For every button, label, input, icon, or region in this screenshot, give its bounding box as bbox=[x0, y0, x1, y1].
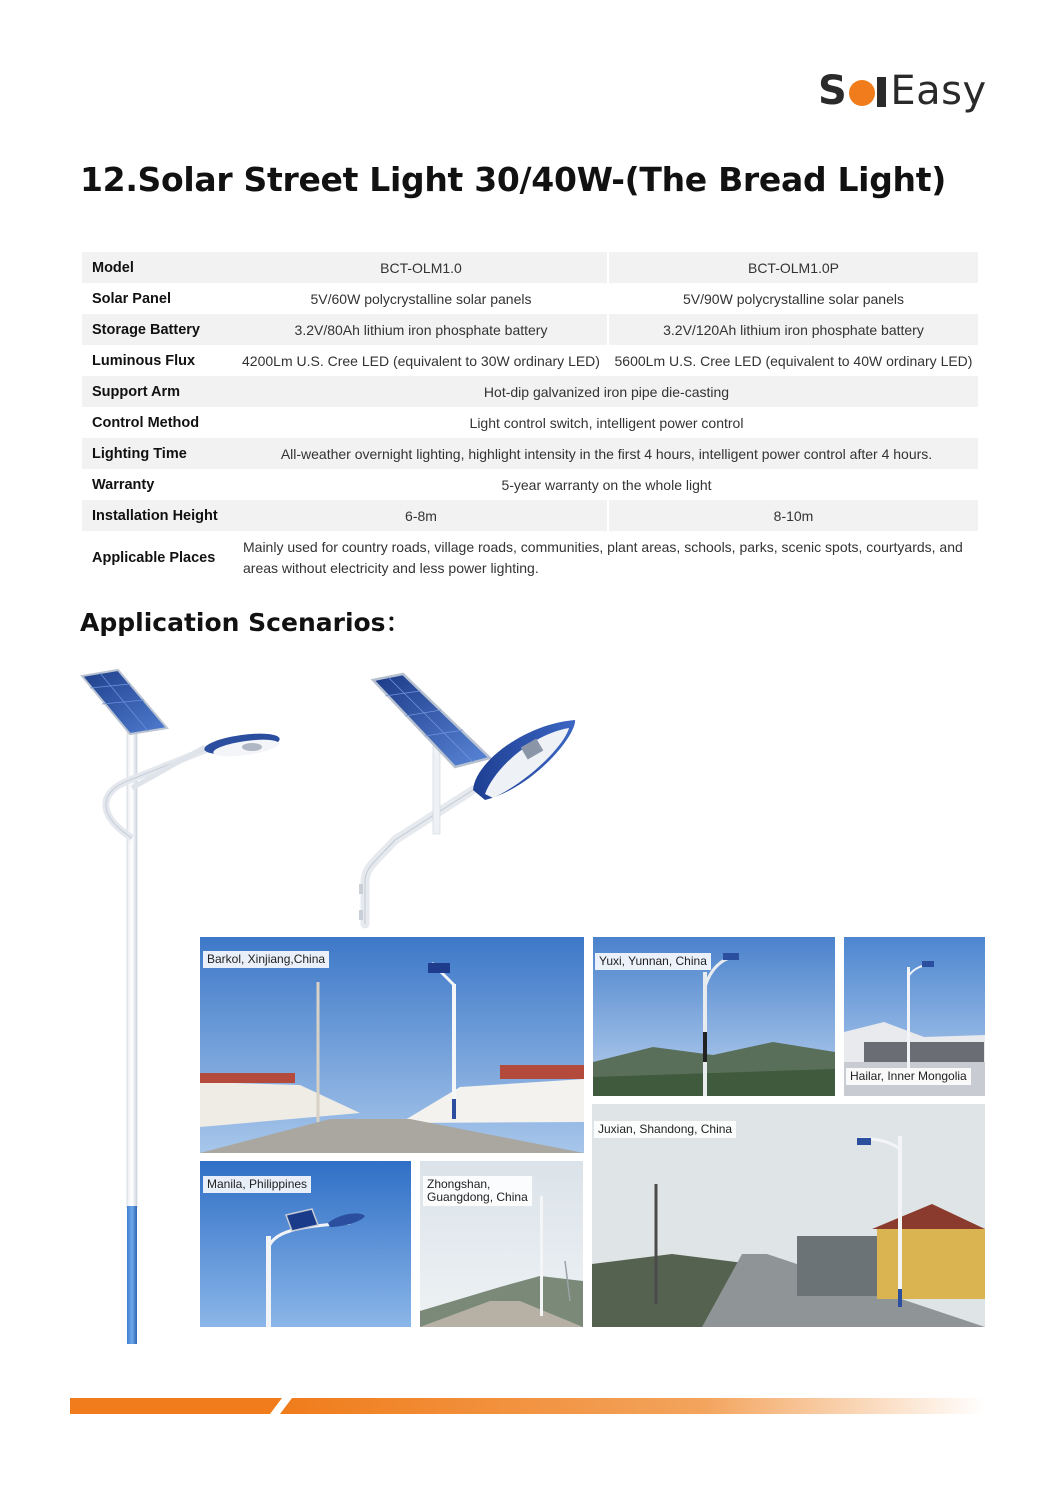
photo-manila bbox=[200, 1161, 411, 1327]
spec-value: BCT-OLM1.0 bbox=[235, 252, 607, 283]
spec-label: Support Arm bbox=[82, 376, 235, 407]
spec-value: 8-10m bbox=[609, 500, 978, 531]
spec-row-model bbox=[82, 252, 978, 283]
spec-value: Light control switch, intelligent power control bbox=[469, 414, 744, 431]
spec-value: 4200Lm U.S. Cree LED (equivalent to 30W ordinary LED) bbox=[242, 352, 600, 369]
spec-row-flux bbox=[82, 345, 978, 376]
spec-value: 3.2V/120Ah lithium iron phosphate battery bbox=[609, 314, 978, 345]
photo-juxian bbox=[592, 1104, 985, 1327]
spec-value: 6-8m bbox=[235, 500, 607, 531]
spec-label: Warranty bbox=[92, 476, 155, 493]
logo-sun-dot bbox=[849, 80, 875, 106]
photo-yuxi bbox=[593, 937, 835, 1096]
spec-label: Solar Panel bbox=[92, 290, 171, 307]
photo-zhongshan bbox=[420, 1161, 583, 1327]
brand-logo bbox=[818, 68, 987, 114]
spec-row-battery bbox=[82, 314, 978, 345]
spec-row-control bbox=[82, 407, 978, 438]
spec-label: Control Method bbox=[92, 414, 200, 431]
spec-value: 5V/60W polycrystalline solar panels bbox=[310, 290, 532, 307]
spec-value: 5-year warranty on the whole light bbox=[501, 476, 712, 493]
logo-letter-s: S bbox=[818, 68, 848, 114]
spec-row-arm bbox=[82, 376, 978, 407]
spec-label: Storage Battery bbox=[82, 314, 235, 345]
spec-label: Luminous Flux bbox=[92, 352, 196, 369]
spec-table bbox=[82, 252, 978, 585]
logo-word-easy: Easy bbox=[890, 68, 987, 114]
product-image-wall-arm bbox=[355, 672, 585, 930]
spec-value: 5600Lm U.S. Cree LED (equivalent to 40W ordinary LED) bbox=[614, 352, 973, 369]
logo-bar bbox=[877, 77, 886, 107]
photo-caption: Juxian, Shandong, China bbox=[594, 1121, 736, 1138]
spec-value: All-weather overnight lighting, highlight intensity in the first 4 hours, intelligent power control after 4 hours. bbox=[235, 438, 978, 469]
spec-label: Installation Height bbox=[82, 500, 235, 531]
photo-hailar bbox=[844, 937, 985, 1096]
photo-caption: Manila, Philippines bbox=[203, 1176, 311, 1193]
spec-value: Mainly used for country roads, village roads, communities, plant areas, schools, parks, scenic spots, courtyards, and areas without electricity and less power lighting. bbox=[243, 539, 963, 576]
spec-label: Lighting Time bbox=[82, 438, 235, 469]
spec-row-time bbox=[82, 438, 978, 469]
photo-barkol bbox=[200, 937, 584, 1153]
footer-accent-bar bbox=[70, 1398, 985, 1414]
spec-row-places bbox=[82, 531, 978, 585]
spec-label: Model bbox=[82, 252, 235, 283]
spec-row-height bbox=[82, 500, 978, 531]
spec-row-panel bbox=[82, 283, 978, 314]
spec-row-warranty bbox=[82, 469, 978, 500]
spec-value: 5V/90W polycrystalline solar panels bbox=[683, 290, 904, 307]
page-title: 12.Solar Street Light 30/40W-(The Bread Light) bbox=[80, 160, 946, 199]
photo-caption: Barkol, Xinjiang,China bbox=[203, 951, 329, 968]
spec-value: BCT-OLM1.0P bbox=[609, 252, 978, 283]
spec-label: Applicable Places bbox=[92, 550, 216, 566]
section-title: Application Scenarios： bbox=[80, 608, 411, 637]
photo-caption: Yuxi, Yunnan, China bbox=[595, 953, 711, 970]
spec-value: 3.2V/80Ah lithium iron phosphate battery bbox=[235, 314, 607, 345]
photo-caption: Hailar, Inner Mongolia bbox=[846, 1068, 971, 1085]
spec-value: Hot-dip galvanized iron pipe die-casting bbox=[235, 376, 978, 407]
photo-caption: Zhongshan, Guangdong, China bbox=[423, 1176, 532, 1206]
